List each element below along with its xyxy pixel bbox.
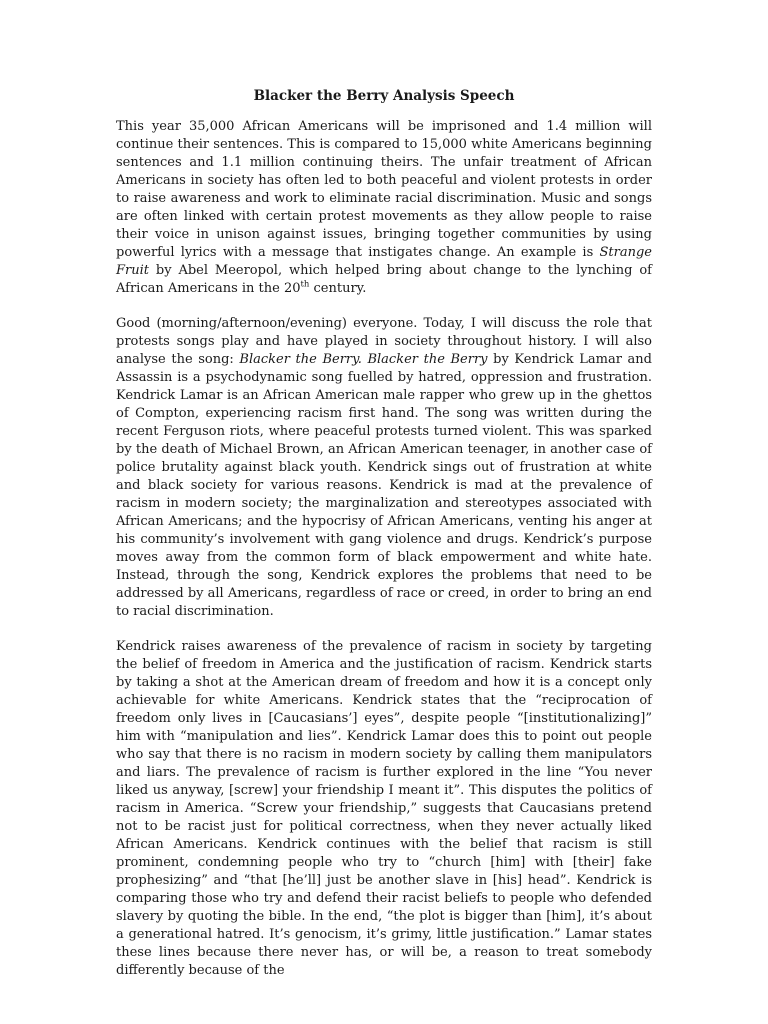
- body-paragraph: [116, 118, 652, 298]
- paragraph-text: Kendrick raises awareness of the prevalence of racism in society by targeting the belief of freedom in America and the justification of racism. Kendrick starts by taking a shot at the American dream of freedom and how it is a concept only achievable for white Americans. Kendrick states that the “reciprocation of freedom only lives in [Caucasians’] eyes”, despite people “[institutionalizing]” him with “manipulation and lies”. Kendrick Lamar does this to point out people who say that there is no racism in modern society by calling them manipulators and liars. The prevalence of racism is further explored in the line “You never liked us anyway, [screw] your friendship I meant it”. This disputes the politics of racism in America. “Screw your friendship,” suggests that Caucasians pretend not to be racist just for political correctness, when they never actually liked African Americans. Kendrick continues with the belief that racism is still prominent, condemning people who try to “church [him] with [their] fake prophesizing” and “that [he’ll] just be another slave in [his] head”. Kendrick is comparing those who try and defend their racist beliefs to people who defended slavery by quoting the bible. In the end, “the plot is bigger than [him], it’s about a generational hatred. It’s genocism, it’s grimy, little justification.” Lamar states these lines because there never has, or will be, a reason to treat somebody differently because of the: [116, 639, 652, 978]
- paragraph-text: century.: [309, 281, 367, 296]
- ordinal-superscript: th: [300, 279, 310, 290]
- body-paragraph: [116, 315, 652, 621]
- paragraph-text: This year 35,000 African Americans will be imprisoned and 1.4 million will continue their sentences. This is compared to 15,000 white Americans beginning sentences and 1.1 million continuing theirs. The unfair treatment of African Americans in society has often led to both peaceful and violent protests in order to raise awareness and work to eliminate racial discrimination. Music and songs are often linked with certain protest movements as they allow people to raise their voice in unison against issues, bringing together communities by using powerful lyrics with a message that instigates change. An example is: [116, 119, 652, 260]
- paragraph-text: Good (morning/afternoon/evening) everyone. Today, I will discuss the role that protests songs play and have played in society throughout history. I will also analyse the song:: [116, 316, 652, 367]
- paragraph-text: by Kendrick Lamar and Assassin is a psychodynamic song fuelled by hatred, oppression and frustration. Kendrick Lamar is an African American male rapper who grew up in the ghettos of Compton, experiencing racism first hand. The song was written during the recent Ferguson riots, where peaceful protests turned violent. This was sparked by the death of Michael Brown, an African American teenager, in another case of police brutality against black youth. Kendrick sings out of frustration at white and black society for various reasons. Kendrick is mad at the prevalence of racism in modern society; the marginalization and stereotypes associated with African Americans; and the hypocrisy of African Americans, venting his anger at his community’s involvement with gang violence and drugs. Kendrick’s purpose moves away from the common form of black empowerment and white hate. Instead, through the song, Kendrick explores the problems that need to be addressed by all Americans, regardless of race or creed, in order to bring an end to racial discrimination.: [116, 352, 652, 619]
- paragraph-text: by Abel Meeropol, which helped bring about change to the lynching of African Americans in the 20: [116, 263, 652, 296]
- document-body: [116, 118, 652, 980]
- italic-title-text: Strange Fruit: [116, 245, 652, 278]
- document-page: [116, 86, 652, 997]
- document-title: Blacker the Berry Analysis Speech: [253, 88, 515, 104]
- italic-title-text: Blacker the Berry. Blacker the Berry: [239, 352, 488, 367]
- body-paragraph: [116, 638, 652, 980]
